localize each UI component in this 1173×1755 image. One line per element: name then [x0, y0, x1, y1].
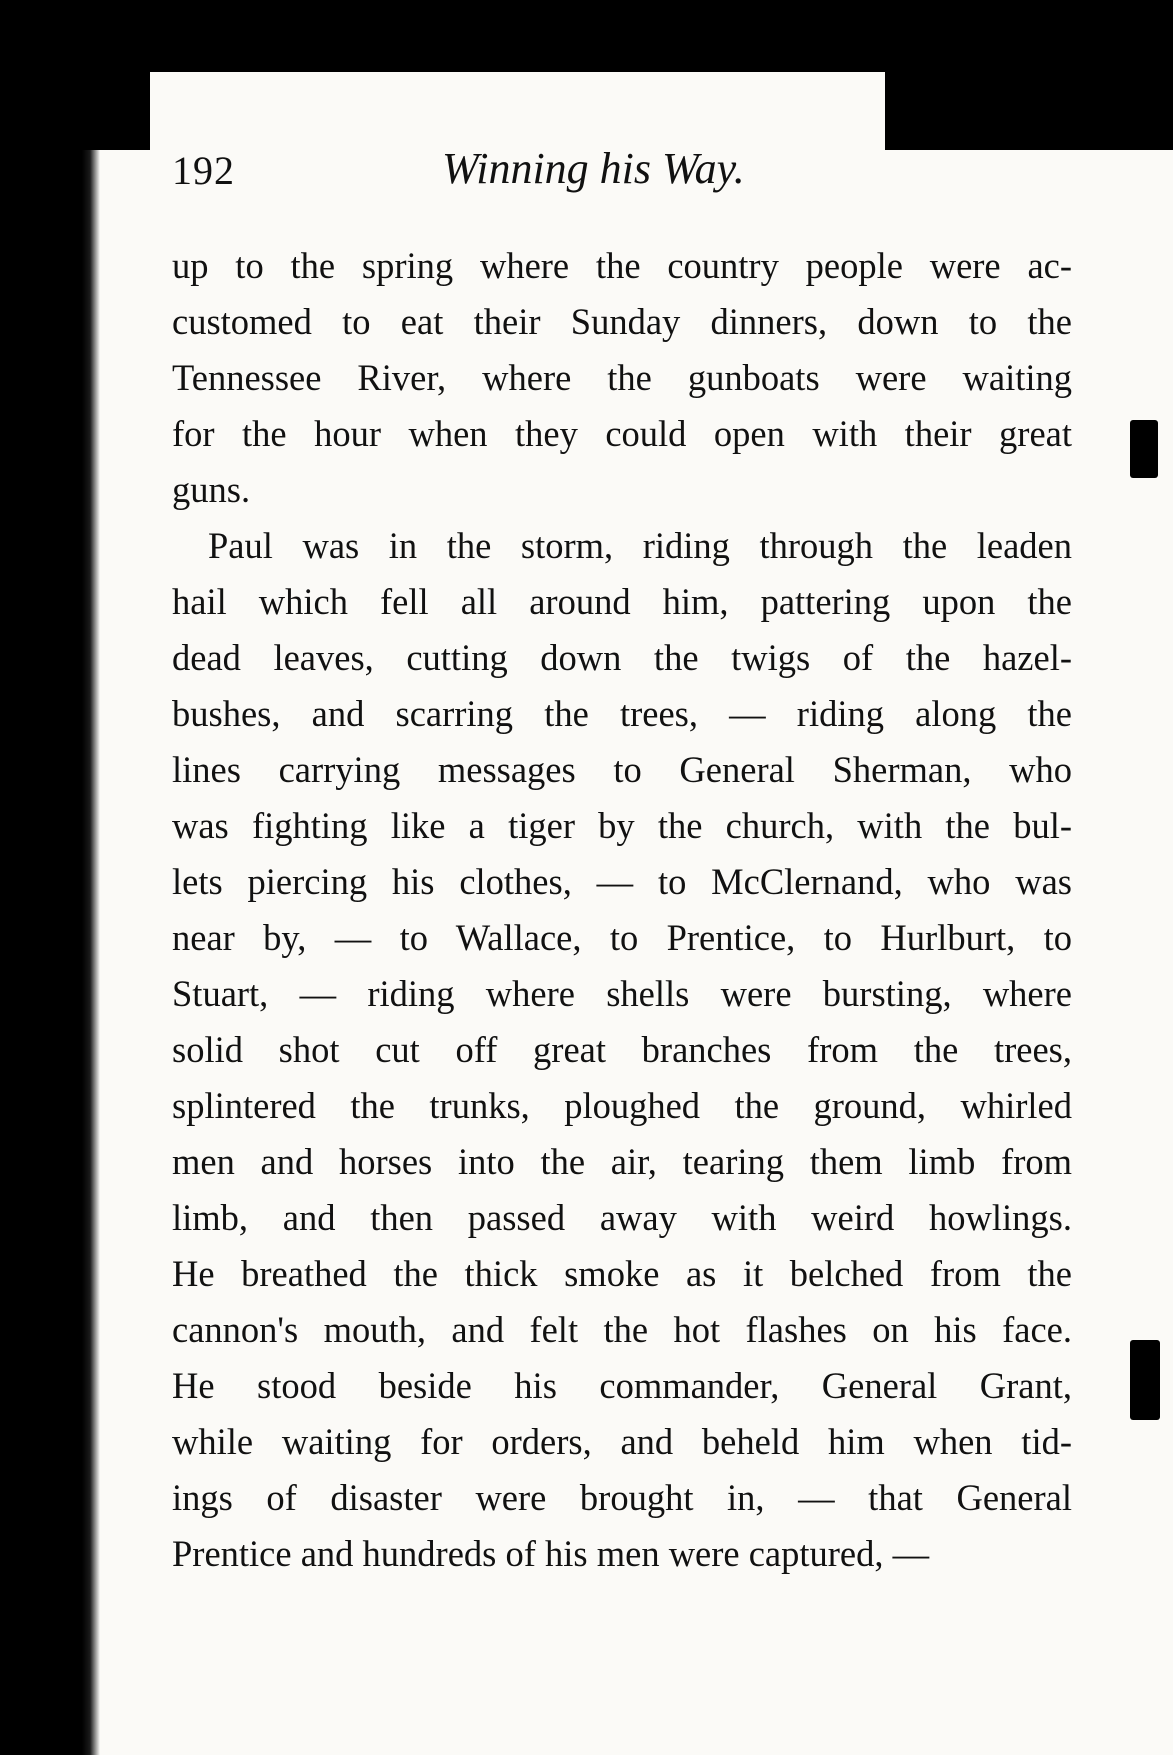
text-line: lets piercing his clothes, — to McClernand, who was [172, 861, 1072, 902]
scan-border-top-right [885, 0, 1173, 150]
text-line: bushes, and scarring the trees, — riding along the [172, 693, 1072, 734]
text-line: near by, — to Wallace, to Prentice, to Hurlburt, to [172, 917, 1072, 958]
text-line: guns. [172, 469, 251, 510]
body-text [172, 238, 1072, 1582]
text-line: lines carrying messages to General Sherman, who [172, 749, 1072, 790]
text-line: cannon's mouth, and felt the hot flashes on his face. [172, 1309, 1072, 1350]
paragraph [172, 238, 1072, 518]
page-header [172, 144, 1072, 207]
text-line: Prentice and hundreds of his men were captured, — [172, 1533, 930, 1574]
running-title: Winning his Way. [442, 144, 745, 193]
text-line: dead leaves, cutting down the twigs of the hazel- [172, 637, 1072, 678]
scan-border-left [60, 150, 100, 1755]
text-line: men and horses into the air, tearing them limb from [172, 1141, 1072, 1182]
text-line: was fighting like a tiger by the church, with the bul- [172, 805, 1072, 846]
scan-artifact-right-upper [1130, 420, 1158, 478]
text-line: hail which fell all around him, pattering upon the [172, 581, 1072, 622]
text-line: customed to eat their Sunday dinners, down to the [172, 301, 1072, 342]
page-number: 192 [172, 148, 235, 193]
text-line: Paul was in the storm, riding through the leaden [208, 525, 1072, 566]
scan-artifact-right-lower [1130, 1340, 1160, 1420]
text-line: He breathed the thick smoke as it belched from the [172, 1253, 1072, 1294]
text-line: ings of disaster were brought in, — that General [172, 1477, 1072, 1518]
text-line: Tennessee River, where the gunboats were waiting [172, 357, 1072, 398]
text-line: for the hour when they could open with their great [172, 413, 1072, 454]
text-line: Stuart, — riding where shells were bursting, where [172, 973, 1072, 1014]
text-line: solid shot cut off great branches from the trees, [172, 1029, 1072, 1070]
text-line: while waiting for orders, and beheld him when tid- [172, 1421, 1072, 1462]
text-line: up to the spring where the country people were ac- [172, 245, 1072, 286]
paragraph [172, 518, 1072, 1582]
text-line: He stood beside his commander, General Grant, [172, 1365, 1072, 1406]
text-line: splintered the trunks, ploughed the ground, whirled [172, 1085, 1072, 1126]
text-line: limb, and then passed away with weird howlings. [172, 1197, 1072, 1238]
